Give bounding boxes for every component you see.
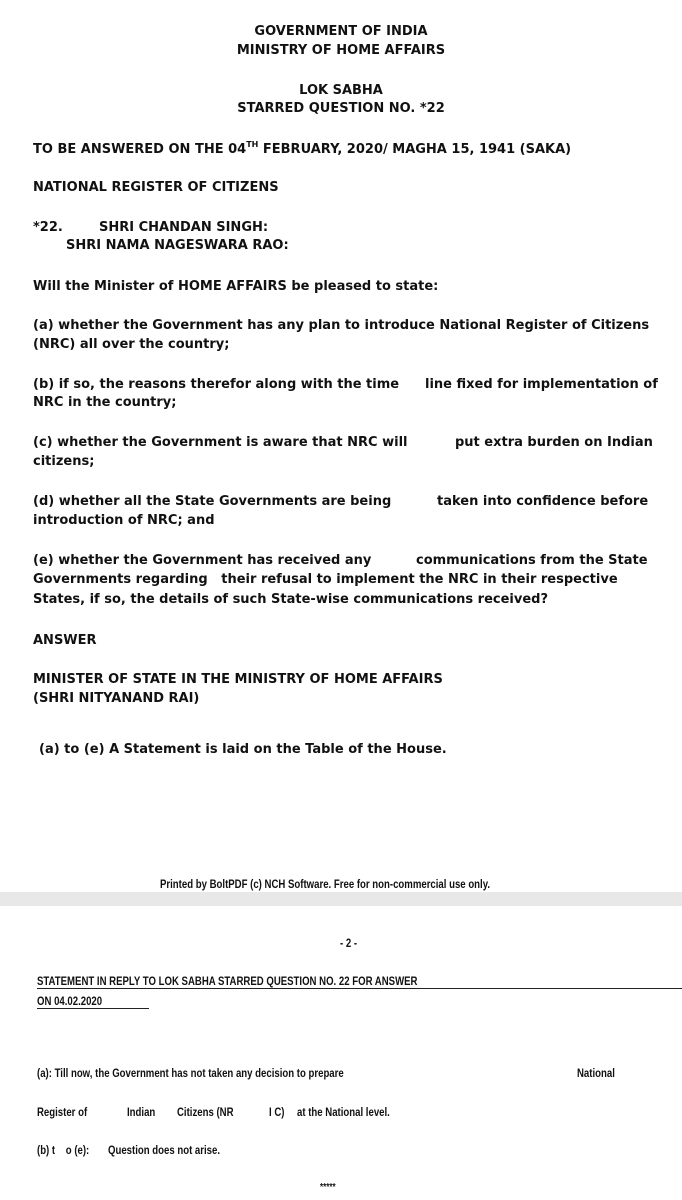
question-e-line2: Governments regarding their refusal to implement the NRC in their respective — [33, 572, 618, 587]
question-b-line1b: line fixed for implementation of — [425, 377, 658, 392]
print-footer: Printed by BoltPDF (c) NCH Software. Free for non-commercial use only. — [160, 877, 491, 891]
question-number-title: STARRED QUESTION NO. *22 — [237, 101, 445, 116]
header-government: GOVERNMENT OF INDIA — [254, 24, 428, 39]
house-name: LOK SABHA — [299, 83, 383, 98]
answer-statement: (a) to (e) A Statement is laid on the Table of the House. — [39, 742, 447, 757]
statement-heading-line2: ON 04.02.2020 — [37, 994, 103, 1008]
reply-b-label: (b) t o (e): — [37, 1143, 90, 1157]
reply-a2-part4: I C) — [269, 1105, 285, 1119]
question-c-line2: citizens; — [33, 454, 95, 469]
member-name-2: SHRI NAMA NAGESWARA RAO: — [66, 238, 289, 253]
question-d-line1b: taken into confidence before — [437, 494, 649, 509]
reply-a-text: (a): Till now, the Government has not taken any decision to prepare — [37, 1066, 344, 1080]
reply-b-text: Question does not arise. — [108, 1143, 221, 1157]
question-d-line2: introduction of NRC; and — [33, 513, 215, 528]
header-ministry: MINISTRY OF HOME AFFAIRS — [236, 43, 446, 58]
question-b-line2: NRC in the country; — [33, 395, 177, 410]
reply-a2-part5: at the National level. — [297, 1105, 390, 1119]
question-intro: Will the Minister of HOME AFFAIRS be pleased to state: — [33, 279, 439, 294]
question-e-line1b: communications from the State — [416, 553, 648, 568]
question-d-line1a: (d) whether all the State Governments are being — [33, 494, 392, 509]
reply-a2-part2: Indian — [127, 1105, 156, 1119]
question-c-line1a: (c) whether the Government is aware that NRC will — [33, 435, 408, 450]
answer-date: TO BE ANSWERED ON THE 04TH FEBRUARY, 2020/ MAGHA 15, 1941 (SAKA) — [33, 140, 572, 157]
minister-name: (SHRI NITYANAND RAI) — [33, 691, 200, 706]
minister-title: MINISTER OF STATE IN THE MINISTRY OF HOME AFFAIRS — [33, 672, 443, 687]
question-b-line1a: (b) if so, the reasons therefor along with the time — [33, 377, 400, 392]
page-separator — [0, 892, 682, 906]
end-mark: ***** — [320, 1182, 336, 1193]
question-e-line1a: (e) whether the Government has received any — [33, 553, 372, 568]
question-a-line2: (NRC) all over the country; — [33, 337, 230, 352]
answer-heading: ANSWER — [33, 633, 97, 648]
statement-heading-underline-1 — [37, 988, 682, 989]
reply-a2-part3: Citizens (NR — [177, 1105, 234, 1119]
statement-heading-underline-2 — [37, 1008, 149, 1009]
reply-a-text-end: National — [577, 1066, 615, 1080]
statement-heading-line1: STATEMENT IN REPLY TO LOK SABHA STARRED QUESTION NO. 22 FOR ANSWER — [37, 974, 418, 988]
question-a-line1: (a) whether the Government has any plan to introduce National Register of Citizens — [33, 318, 650, 333]
subject-title: NATIONAL REGISTER OF CITIZENS — [33, 180, 279, 195]
question-id: *22. — [33, 220, 63, 235]
page-number: - 2 - — [340, 936, 358, 950]
member-name-1: SHRI CHANDAN SINGH: — [99, 220, 269, 235]
question-c-line1b: put extra burden on Indian — [455, 435, 653, 450]
question-e-line3: States, if so, the details of such State-wise communications received? — [33, 592, 549, 607]
reply-a2-part1: Register of — [37, 1105, 88, 1119]
document-page-2 — [0, 906, 682, 1200]
